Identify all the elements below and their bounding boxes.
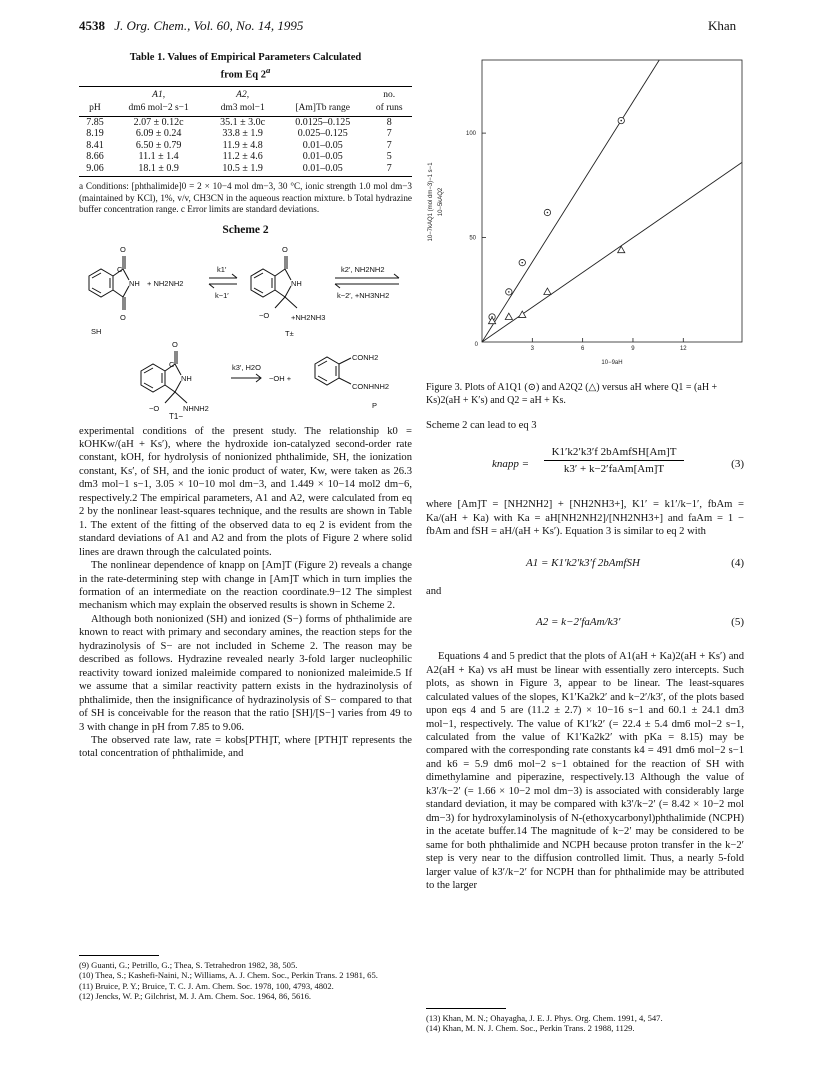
- label-om-t1: −O: [149, 403, 160, 413]
- cell-ph: 9.06: [79, 163, 111, 177]
- header-a1-unit: dm6 mol−2 s−1: [111, 103, 206, 116]
- left-ref-rule: [79, 955, 159, 956]
- paragraph: The nonlinear dependence of knapp on [Am]T (Figure 2) reveals a change in the rate-determining step with change in [Am]T which in turn implies the formation of an intermediate on the reaction coordinate.9−12 The simplest mechanism which may explain the observed results is shown in Scheme 2.: [79, 560, 412, 612]
- x-tick-label: 9: [631, 346, 635, 352]
- eq3-number: (3): [731, 458, 744, 471]
- label-conhnh2: CONHNH2: [352, 381, 390, 391]
- table-title: [79, 52, 412, 82]
- data-point-circle-dot: [521, 262, 523, 264]
- reference: (11) Bruice, P. Y.; Bruice, T. C. J. Am. Chem. Soc. 1978, 100, 4793, 4802.: [79, 980, 334, 991]
- label-c-t1: C: [169, 359, 175, 369]
- table-row: [79, 140, 412, 152]
- eq3-denominator: k3′ + k−2′faAm[Am]T: [563, 463, 665, 476]
- eq4-text: A1 = K1′k2′k3′f 2bAmfSH: [526, 556, 640, 569]
- x-tick-label: 3: [530, 346, 534, 352]
- y-tick-label: 50: [469, 235, 476, 242]
- paragraph: The observed rate law, rate = kobs[PTH]T, where [PTH]T represents the total concentration of phthalimide, and: [79, 734, 412, 760]
- label-conh2: CONH2: [352, 352, 379, 362]
- eq5-text: A2 = k−2′faAm/k3′: [536, 616, 621, 629]
- data-point-circle-dot: [508, 291, 510, 293]
- label-o-top-sh: O: [120, 244, 126, 254]
- x-tick-label: 12: [679, 346, 687, 352]
- eq3-numerator: K1′k2′k3′f 2bAmfSH[Am]T: [544, 446, 684, 461]
- cell-am-range: 0.0125–0.125: [295, 116, 351, 128]
- reference: (10) Thea, S.; Kashefi-Naini, N.; Williams, A. J. Chem. Soc., Perkin Trans. 2 1981, 65.: [79, 970, 378, 981]
- paragraph: experimental conditions of the present study. The relationship k0 = kOHKw/(aH + Ks′), where the hydroxide ion-catalyzed second-order rate constant, kOH, for hydrolysis of nonionized phthalimide, SH, the ionization constant, Ks′, of SH, and the ionic product of water, Kw, were taken as 26.3 dm3 mol−1 s−1, 3.05 × 10−10 mol dm−3, and 1.449 × 10−14 mol2 dm−6, respectively.2 The empirical parameters, A1 and A2, were calculated from eq 2 by the nonlinear least-squares technique, and the results are shown in Table 1. The extent of the fitting of the observed data to eq 2 is evident from the standard deviations of A1 and A2 and from the plots of Figure 2 where solid lines are drawn through the calculated points.: [79, 425, 412, 558]
- header-a1-symbol: A1,: [111, 86, 206, 102]
- plot-frame: [482, 60, 742, 342]
- header-a2-symbol: A2,: [206, 86, 279, 102]
- left-references: [79, 960, 412, 1002]
- cell-ph: 8.66: [86, 151, 104, 163]
- equation-5: [426, 616, 744, 632]
- left-column: [79, 52, 412, 761]
- reference: (13) Khan, M. N.; Ohayagha, J. E. J. Phys. Org. Chem. 1991, 4, 547.: [426, 1013, 663, 1023]
- page-number: 4538: [79, 18, 105, 33]
- cell-a1: 11.1 ± 1.4: [138, 151, 179, 163]
- fit-line-series-1: [482, 60, 659, 342]
- header-am-range: [Am]Tb range: [279, 103, 367, 116]
- y-tick-label: 100: [465, 131, 476, 138]
- eq5-number: (5): [731, 616, 744, 629]
- table-title-line1: Table 1. Values of Empirical Parameters Calculated: [129, 52, 362, 63]
- journal-citation: J. Org. Chem., Vol. 60, No. 14, 1995: [114, 18, 304, 33]
- label-nhnh2-t1: NHNH2: [183, 403, 209, 413]
- equation-4: [426, 557, 744, 573]
- label-nhnh3-t0: +NH2NH3: [291, 312, 326, 322]
- equation-3: [426, 446, 744, 484]
- scheme-title: Scheme 2: [222, 223, 269, 236]
- header-a2-unit: dm3 mol−1: [206, 103, 279, 116]
- label-nh-sh: NH: [129, 278, 140, 288]
- label-nh-t1: NH: [181, 373, 192, 383]
- y-axis-inner-label: 10−5kAQ2: [438, 187, 444, 217]
- x-tick-label: 6: [580, 346, 585, 352]
- label-t1: T1−: [169, 411, 184, 421]
- cell-runs: 7: [366, 163, 412, 177]
- scheme-2-diagram: [79, 236, 412, 414]
- header-runs: of runs: [366, 103, 412, 116]
- label-oh: −OH +: [269, 373, 292, 383]
- cell-a1: 2.07 ± 0.12c: [133, 116, 184, 128]
- paragraph: Equations 4 and 5 predict that the plots of A1(aH + Ka)2(aH + Ks′) and A2(aH + Ka) vs aH must be linear with essentially zero intercepts. Such plots, as shown in Figure 3, appear to be linear. The least-squares calculated values of the slopes, K1′Ka2k2′ and k−2′/k3′, of the plots based upon eqs 4 and 5 are (11.2 ± 2.7) × 10−16 s−1 and 60.1 ± 24.1 dm3 mol−1, respectively. The value of K1′k2′ (= 22.4 ± 5.4 dm6 mol−2 s−1, calculated from the value of K1′Ka2k2′ with pKa = 8.15) may be compared with the corresponding rate constants k4 = 491 dm6 mol−2 s−1 and k6 = 5.9 dm6 mol−2 s−1 obtained for the reaction of SH with dimethylamine and piperazine, respectively.13 Although the value of k3′/k−2′ (= 1.66 × 10−2 mol dm−3) is associated with considerably large standard deviation, it may be compared with k3′/k−2′ (= 8.42 × 10−2 mol dm−3) for hydroxylaminolysis of N-(ethoxycarbonyl)phthalimide (NCPH) in the acetate buffer.14 The magnitude of k−2′ may be considered to be same for both phthalimide and NCPH because proton transfer in the k−2′ step is very near to the diffusion controlled limit. Thus, a nearly 5-fold larger value of k3′/k−2′ for NCPH than for phthalimide may be attributed to the larger: [426, 651, 744, 891]
- reference: (12) Jencks, W. P.; Gilchrist, M. J. Am. Chem. Soc. 1964, 86, 5616.: [79, 991, 312, 1002]
- cell-runs: 8: [386, 116, 392, 128]
- table-title-line2: from Eq 2: [220, 69, 266, 81]
- reference: (14) Khan, M. N. J. Chem. Soc., Perkin Trans. 2 1988, 1129.: [426, 1023, 635, 1034]
- cell-runs: 5: [386, 151, 392, 163]
- empirical-parameters-table: [79, 86, 412, 177]
- header-runs-top: no.: [366, 86, 412, 102]
- figure-3-plot: [426, 52, 744, 370]
- paragraph: where [Am]T = [NH2NH2] + [NH2NH3+], K1′ = k1′/k−1′, fbAm = Ka/(aH + Ka) with Ka = aH[NH2NH2]/[NH2NH3+] and faAm = 1 − fbAm and fSH = aH/(aH + Ks′). Equation 3 is similar to eq 2 with: [426, 499, 744, 538]
- cell-am-range: 0.025–0.125: [297, 128, 348, 140]
- table-row: [79, 151, 412, 163]
- label-o-t1: O: [172, 339, 178, 349]
- cell-a2: 11.2 ± 4.6: [222, 151, 263, 163]
- right-ref-rule: [426, 1008, 506, 1009]
- label-hydrazine: + NH2NH2: [147, 278, 184, 288]
- label-om-t0: −O: [259, 310, 270, 320]
- right-references: [426, 1013, 744, 1034]
- cell-am-range: 0.01–0.05: [279, 163, 367, 177]
- label-km2: k−2′, +NH3NH2: [337, 290, 390, 300]
- table-title-note: a: [265, 64, 271, 75]
- cell-a2: 11.9 ± 4.8: [222, 139, 263, 151]
- cell-a1: 6.50 ± 0.79: [135, 139, 182, 151]
- cell-am-range: 0.01–0.05: [302, 151, 343, 163]
- figure-caption: Figure 3. Plots of A1Q1 (⊙) and A2Q2 (△) versus aH where Q1 = (aH + Ks)2(aH + K′s) and Q2 = aH + Ks.: [426, 382, 718, 406]
- label-sh: SH: [91, 326, 102, 336]
- reference: (9) Guanti, G.; Petrillo, G.; Thea, S. Tetrahedron 1982, 38, 505.: [79, 960, 298, 970]
- label-p: P: [372, 400, 378, 410]
- origin-tick-label: 0: [474, 342, 478, 348]
- cell-ph: 8.19: [86, 128, 104, 140]
- y-axis-outer-label: 10−7kAQ1 (mol dm−3)−1 s−1: [428, 162, 434, 242]
- paragraph-and: and: [426, 585, 442, 597]
- paragraph: Although both nonionized (SH) and ionized (S−) forms of phthalimide are known to react with primary and secondary amines, the reaction steps for the hydrazinolysis of S− are not included in Scheme 2. The reason may be described as follows. Hydrazine revealed nearly 3-fold larger nucleophilic reactivity toward ionized maleimide compared to nonionized maleimide.5 If we assume that a similar reactivity pattern exists in the hydrazinolysis of phthalimide, then the insignificance of hydrazinolysis of S− compared to that of SH is conceivable for the reason that the ratio [SH]/[S−] varies from 49 to 3 with change in pH from 7.85 to 9.06.: [79, 613, 412, 733]
- header-ph: pH: [79, 103, 111, 116]
- label-k2: k2′, NH2NH2: [341, 264, 385, 274]
- eq4-number: (4): [731, 556, 744, 569]
- table-row: [79, 128, 412, 140]
- label-t0: T±: [285, 328, 294, 338]
- label-o-bottom-sh: O: [120, 312, 126, 322]
- table-row: [79, 163, 412, 177]
- cell-am-range: 0.01–0.05: [302, 139, 343, 151]
- cell-a2: 35.1 ± 3.0c: [220, 116, 266, 128]
- cell-a2: 10.5 ± 1.9: [206, 163, 279, 177]
- cell-runs: 7: [386, 128, 392, 140]
- label-k1: k1′: [217, 264, 227, 274]
- label-km1: k−1′: [215, 290, 229, 300]
- data-point-triangle: [505, 313, 512, 319]
- cell-a2: 33.8 ± 1.9: [222, 128, 263, 140]
- eq3-lhs: knapp =: [492, 458, 530, 471]
- label-c-sh: C: [117, 264, 123, 274]
- label-nh-t0: NH: [291, 278, 302, 288]
- right-column: [426, 52, 744, 892]
- cell-a1: 6.09 ± 0.24: [135, 128, 182, 140]
- author-name: Khan: [708, 18, 737, 33]
- data-point-circle-dot: [620, 120, 622, 122]
- data-point-circle-dot: [547, 212, 549, 214]
- cell-runs: 7: [386, 139, 392, 151]
- page-header: [79, 18, 303, 34]
- cell-a1: 18.1 ± 0.9: [111, 163, 206, 177]
- table-footnote: a Conditions: [phthalimide]0 = 2 × 10−4 mol dm−3, 30 °C, ionic strength 1.0 mol dm−3 (maintained by KCl), 1%, v/v, CH3CN in the aqueous reaction mixture. b Total hydrazine buffer concentration range. c Error limits are standard deviations.: [79, 181, 412, 215]
- label-o-t0: O: [282, 244, 288, 254]
- x-axis-label: 10−9aH: [601, 360, 623, 366]
- cell-ph: 7.85: [86, 116, 104, 128]
- label-k3: k3′, H2O: [232, 362, 261, 372]
- paragraph: Scheme 2 can lead to eq 3: [426, 420, 537, 431]
- cell-ph: 8.41: [86, 139, 104, 151]
- data-point-triangle: [544, 288, 551, 294]
- table-row: [79, 116, 412, 128]
